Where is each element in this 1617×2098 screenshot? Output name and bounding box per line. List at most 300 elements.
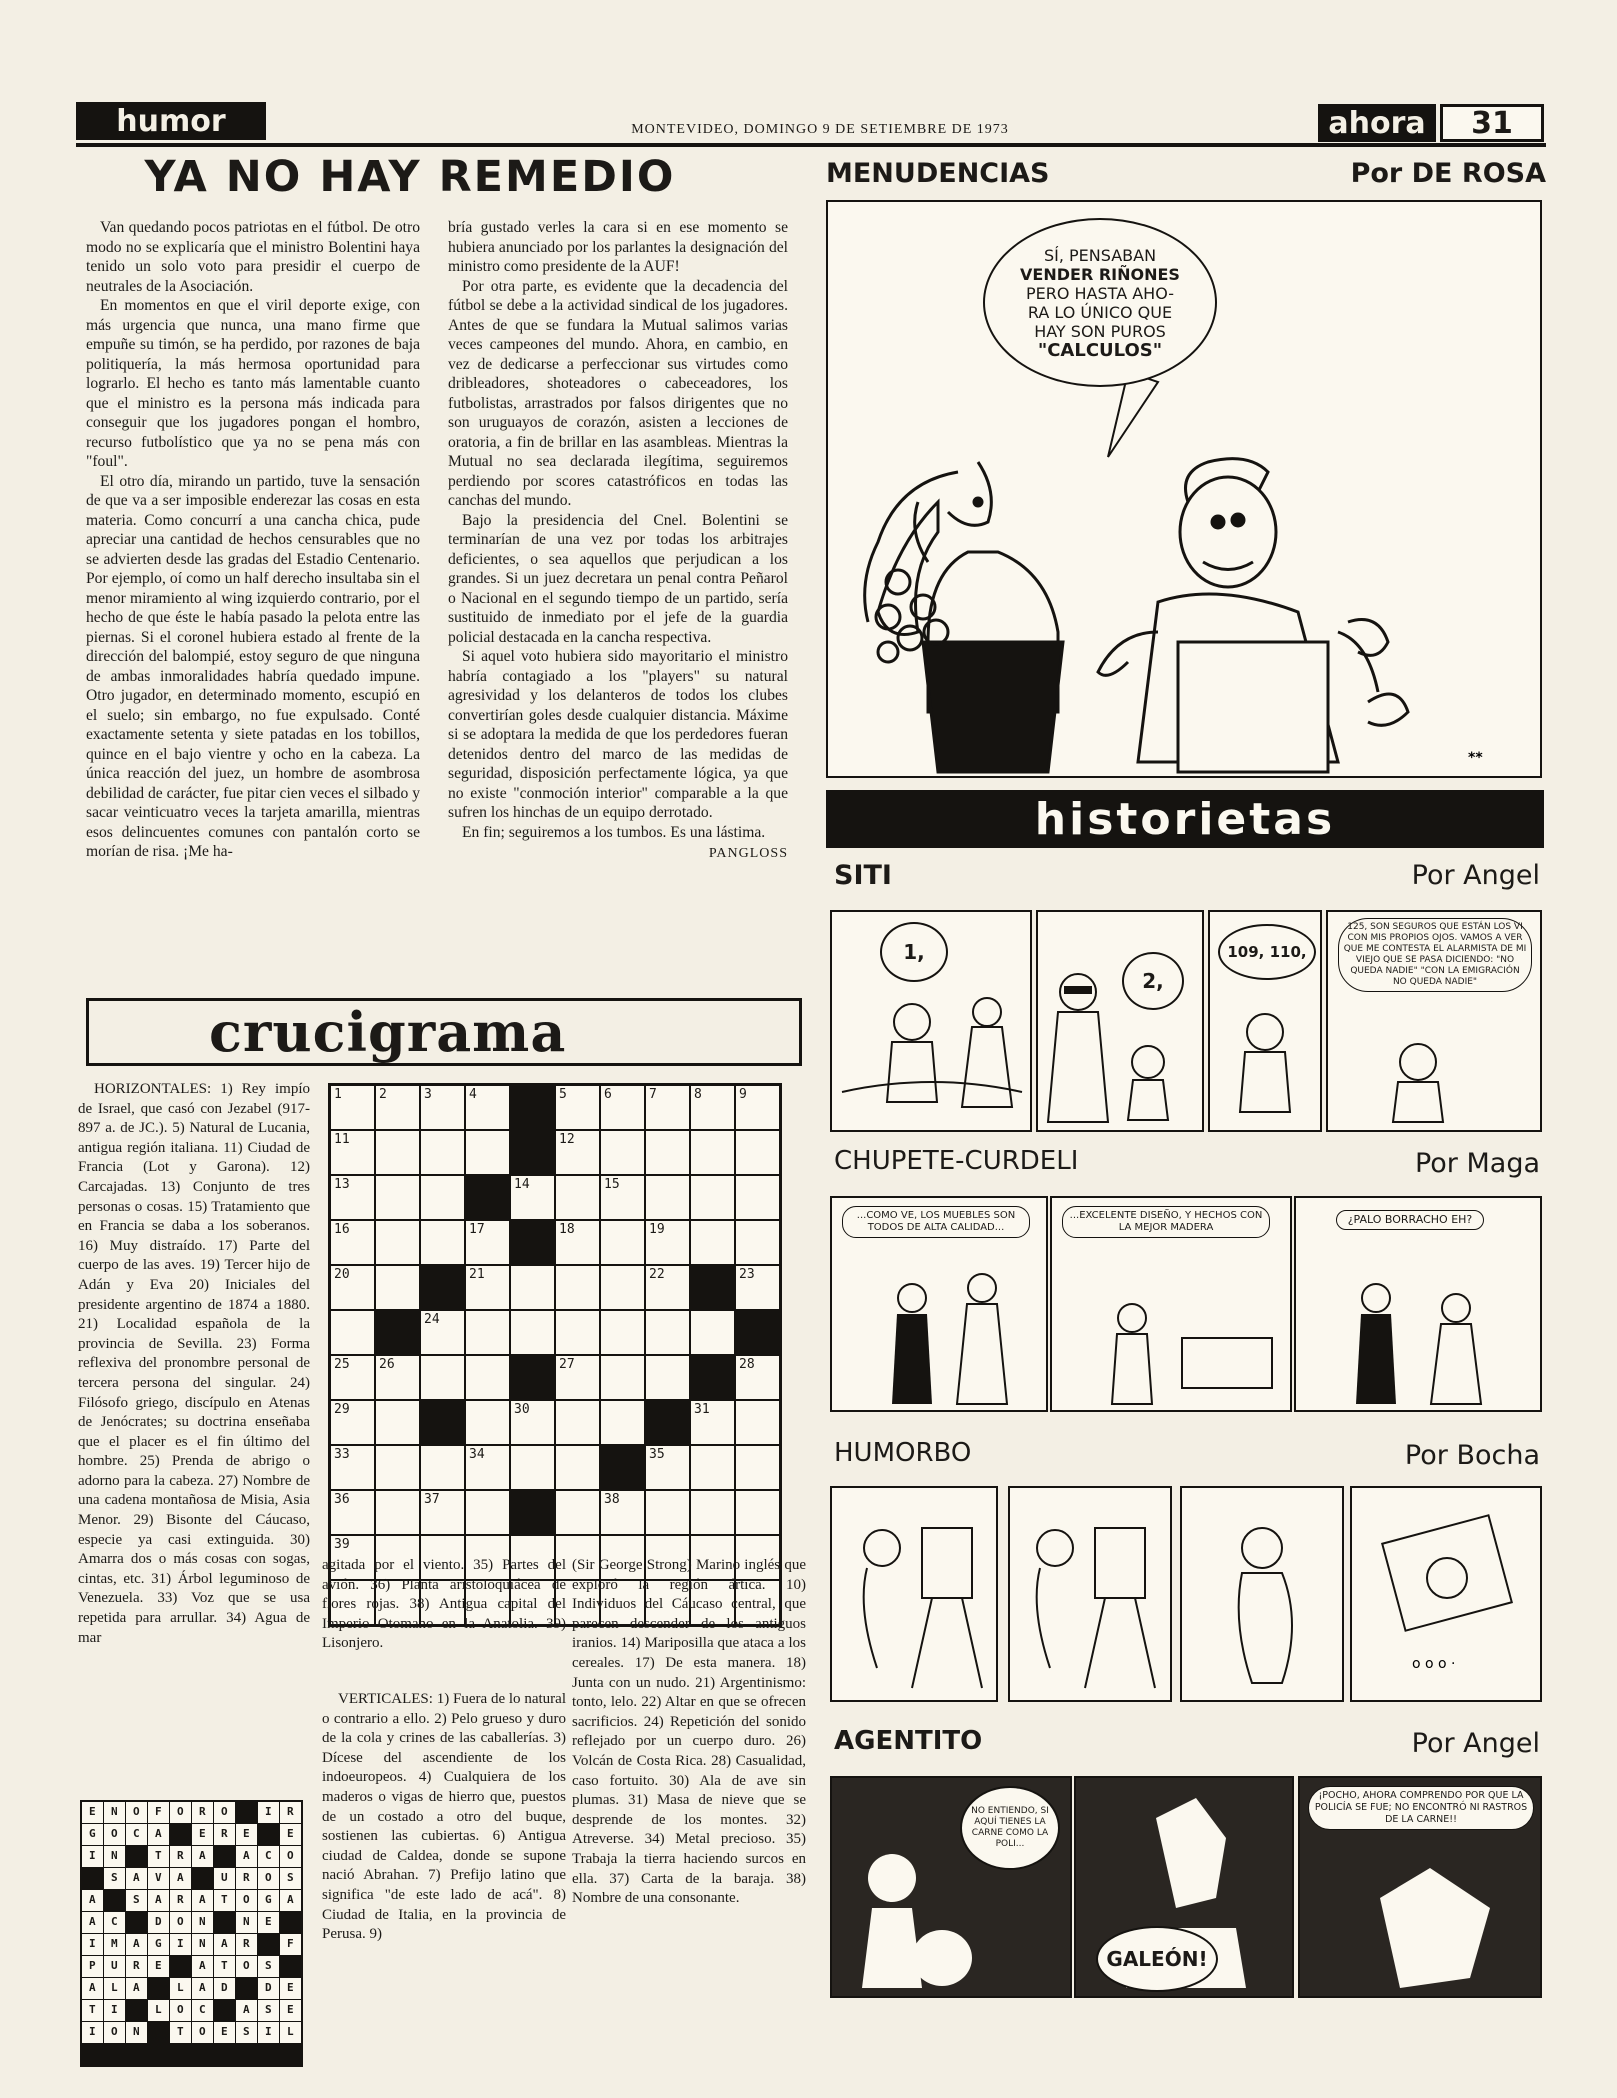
strip-panel [1208, 910, 1322, 1132]
crossword-cell[interactable] [556, 1446, 599, 1489]
crossword-cell[interactable] [466, 1221, 509, 1264]
strip-panel [1050, 1196, 1292, 1412]
solution-cell [126, 2000, 147, 2021]
crossword-cell[interactable] [466, 1446, 509, 1489]
strip-bubble: ¿PALO BORRACHO EH? [1336, 1210, 1484, 1230]
crossword-cell[interactable] [736, 1356, 779, 1399]
crossword-cell[interactable] [601, 1266, 644, 1309]
crossword-cell[interactable] [376, 1491, 419, 1534]
solution-cell [82, 1868, 103, 1889]
solution-cell: S [126, 1890, 147, 1911]
solution-cell: O [280, 1846, 301, 1867]
solution-cell [214, 1912, 235, 1933]
crossword-cell[interactable] [421, 1356, 464, 1399]
solution-cell: P [82, 1956, 103, 1977]
crossword-cell[interactable] [736, 1086, 779, 1129]
strip-byline-humorbo: Por Bocha [1404, 1440, 1540, 1471]
crossword-cell[interactable] [421, 1311, 464, 1354]
crossword-number: 12 [559, 1132, 575, 1147]
crossword-cell[interactable] [466, 1401, 509, 1444]
crossword-cell[interactable] [646, 1221, 689, 1264]
solution-cell: S [258, 2000, 279, 2021]
solution-cell [148, 2022, 169, 2043]
solution-cell: N [126, 2022, 147, 2043]
crossword-number: 36 [334, 1492, 350, 1507]
solution-cell: L [170, 1978, 191, 1999]
solution-cell [258, 1934, 279, 1955]
strip-panel [1298, 1776, 1542, 1998]
strip-panel [830, 1776, 1072, 1998]
crossword-cell[interactable] [736, 1266, 779, 1309]
crossword-cell[interactable] [736, 1311, 779, 1354]
strip-panel [1294, 1196, 1542, 1412]
crossword-cell[interactable] [511, 1446, 554, 1489]
crossword-verticales: VERTICALES: 1) Fuera de lo natural o contrario a ello. 2) Pelo grueso y duro de la cola y crines de las caballerías. 3) Dícese del ascendiente de los indoeuropeos. 4) Cualquiera de los maderos o vigas de hierro que, puestos de un costado a otro del buque, sostienen las cubiertas. 6) Antigua ciudad de Caldea, donde se supone nació Abrahan. 7) Prefijo latino que significa "de este lado de acá". 8) Ciudad de Italia, en la provincia de Perusa. 9) [322, 1691, 566, 1943]
crossword-cell[interactable] [376, 1266, 419, 1309]
crossword-number: 1 [334, 1087, 342, 1102]
crossword-solution [80, 1800, 303, 2067]
crossword-cell[interactable] [376, 1401, 419, 1444]
crossword-cell[interactable] [691, 1086, 734, 1129]
crossword-number: 26 [379, 1357, 395, 1372]
crossword-cell[interactable] [376, 1446, 419, 1489]
solution-cell: A [280, 1890, 301, 1911]
header-rule [76, 143, 1546, 147]
crossword-cell[interactable] [466, 1176, 509, 1219]
solution-cell: A [126, 1868, 147, 1889]
crossword-cell[interactable] [601, 1221, 644, 1264]
solution-cell [126, 2044, 147, 2065]
crossword-cell[interactable] [331, 1086, 374, 1129]
strip-bubble: 125, SON SEGUROS QUE ESTÁN LOS VI CON MIS PROPIOS OJOS. VAMOS A VER QUE ME CONTESTA EL ALARMISTA DE MI VIEJO QUE SE PASA DICIENDO: "NO QUEDA NADIE" "CON LA EMIGRACIÓN NO QUEDA NADIE" [1338, 918, 1532, 992]
crossword-cell[interactable] [736, 1491, 779, 1534]
magazine-tag [1318, 104, 1436, 142]
solution-cell [148, 1978, 169, 1999]
solution-cell [170, 1956, 191, 1977]
strip-bubble: 109, 110, [1218, 924, 1316, 980]
section-tag-label: humor [116, 103, 226, 139]
solution-cell: E [258, 1912, 279, 1933]
solution-cell: E [280, 1824, 301, 1845]
solution-cell: C [104, 1912, 125, 1933]
crossword-cell[interactable] [421, 1266, 464, 1309]
solution-cell: S [280, 1868, 301, 1889]
crossword-cell[interactable] [646, 1491, 689, 1534]
crossword-cell[interactable] [466, 1491, 509, 1534]
crossword-number: 23 [739, 1267, 755, 1282]
crossword-cell[interactable] [331, 1491, 374, 1534]
solution-cell: O [104, 2022, 125, 2043]
historietas-banner [826, 790, 1544, 848]
solution-cell: R [236, 1934, 257, 1955]
crossword-number: 37 [424, 1492, 440, 1507]
crossword-cell[interactable] [331, 1131, 374, 1174]
crossword-cell[interactable] [691, 1491, 734, 1534]
crossword-cell[interactable] [556, 1176, 599, 1219]
strip-panel [830, 1196, 1048, 1412]
crossword-cell[interactable] [691, 1356, 734, 1399]
crossword-cell[interactable] [511, 1266, 554, 1309]
crossword-number: 13 [334, 1177, 350, 1192]
solution-cell: T [82, 2000, 103, 2021]
crossword-cell[interactable] [556, 1491, 599, 1534]
crossword-cell[interactable] [421, 1491, 464, 1534]
crossword-cell[interactable] [556, 1401, 599, 1444]
crossword-cell[interactable] [466, 1356, 509, 1399]
solution-cell: A [148, 1824, 169, 1845]
solution-cell: R [236, 1868, 257, 1889]
crossword-number: 22 [649, 1267, 665, 1282]
solution-cell [170, 1824, 191, 1845]
solution-cell: F [280, 1934, 301, 1955]
solution-cell: G [82, 1824, 103, 1845]
strip-panel [1350, 1486, 1542, 1702]
article-paragraph: El otro día, mirando un partido, tuve la sensación de que va a ser imposible enderezar las cosas en esta materia. Como concurrí a una cancha chica, pude apreciar una cantidad de hechos censurables que no se advierten desde las gradas del Estadio Centenario. Por ejemplo, oí como un half derecho insultaba sin el menor miramiento al wing izquierdo contrario, por el hecho de que éste le había pasado la pelota entre las piernas. Si el coronel hubiera estado al frente de la dirección del balompié, estoy seguro de que ninguna de ambas inmoralidades habría quedado impune. Otro jugador, en determinado momento, escupió en el suelo; sin embargo, no fue expulsado. Conté exactamente setenta y siete patadas en los tobillos, quince en el bajo vientre y ocho en la cabeza. La única reacción del juez, un hombre de asombrosa debilidad de carácter, fue pitar cien veces el silbado y sacar veinticuatro veces la tarjeta amarilla, mientras esos delincuentes comunes con pantalón corto se morían de risa. ¡Me ha- [86, 472, 420, 860]
solution-cell: I [82, 2022, 103, 2043]
crossword-cell[interactable] [556, 1356, 599, 1399]
solution-cell: I [104, 2000, 125, 2021]
solution-cell [104, 1890, 125, 1911]
crossword-cell[interactable] [736, 1221, 779, 1264]
crossword-cell[interactable] [511, 1131, 554, 1174]
solution-cell: L [148, 2000, 169, 2021]
crossword-cell[interactable] [421, 1401, 464, 1444]
crossword-cell[interactable] [466, 1311, 509, 1354]
article-headline: YA NO HAY REMEDIO [144, 152, 676, 202]
article-paragraph: bría gustado verles la cara si en ese momento se hubiera anunciado por los parlantes la designación del ministro como presidente de la AUF! [448, 219, 788, 275]
strip-title-agentito: AGENTITO [834, 1726, 983, 1756]
crossword-cell[interactable] [466, 1266, 509, 1309]
crossword-number: 29 [334, 1402, 350, 1417]
crossword-cell[interactable] [601, 1491, 644, 1534]
solution-cell: U [214, 1868, 235, 1889]
solution-cell [236, 1802, 257, 1823]
crossword-number: 2 [379, 1087, 387, 1102]
crossword-cell[interactable] [601, 1356, 644, 1399]
crossword-cell[interactable] [511, 1086, 554, 1129]
solution-cell: R [192, 1802, 213, 1823]
speech-line: "CALCULOS" [1037, 339, 1163, 361]
crossword-cell[interactable] [646, 1176, 689, 1219]
strip-humorbo [830, 1486, 1542, 1702]
crossword-cell[interactable] [376, 1131, 419, 1174]
solution-cell: E [82, 1802, 103, 1823]
crossword-cell[interactable] [466, 1086, 509, 1129]
solution-cell: O [214, 1802, 235, 1823]
solution-cell [258, 1824, 279, 1845]
strip-bubble: 1, [880, 922, 948, 982]
solution-cell: R [126, 1956, 147, 1977]
crossword-cell[interactable] [646, 1311, 689, 1354]
solution-cell: S [236, 2022, 257, 2043]
solution-cell: N [192, 1912, 213, 1933]
solution-cell: N [104, 1802, 125, 1823]
strip-bubble: GALEÓN! [1096, 1926, 1218, 1992]
crossword-cell[interactable] [736, 1446, 779, 1489]
solution-cell: V [148, 1868, 169, 1889]
crossword-cell[interactable] [331, 1266, 374, 1309]
crossword-cell[interactable] [646, 1266, 689, 1309]
solution-cell: A [82, 1978, 103, 1999]
crossword-cell[interactable] [331, 1176, 374, 1219]
solution-cell: E [236, 1824, 257, 1845]
crossword-cell[interactable] [646, 1401, 689, 1444]
solution-cell [280, 2044, 301, 2065]
crossword-number: 3 [424, 1087, 432, 1102]
solution-cell: A [126, 1934, 147, 1955]
crossword-cell[interactable] [331, 1311, 374, 1354]
crossword-cell[interactable] [556, 1266, 599, 1309]
crossword-cell[interactable] [376, 1311, 419, 1354]
solution-cell: A [192, 1846, 213, 1867]
crossword-cell[interactable] [511, 1491, 554, 1534]
crossword-cell[interactable] [556, 1221, 599, 1264]
strip-panel [830, 1486, 998, 1702]
solution-cell: R [280, 1802, 301, 1823]
strip-siti [830, 910, 1542, 1132]
crossword-right-text: (Sir George Strong) Marino inglés que exploró la región ártica. 10) Individuos del Cáucaso central, que parecen descender de los antiguos iranios. 14) Mariposilla que ataca a los cereales. 17) De esta manera. 18) Junta con un nudo. 21) Argentinismo: tonto, lelo. 22) Altar en que se ofrecen sacrificios. 24) Repetición del sonido reflejado por un cuerpo duro. 26) Volcán de Costa Rica. 28) Casualidad, caso fortuito. 30) Ala de ave sin plumas. 31) Masa de nieve que se desprende de los montes. 32) Atreverse. 34) Metal precioso. 35) Trabaja la tierra haciendo surcos en ella. 37) Carta de la baraja. 38) Nombre de una consonante. [572, 1557, 806, 1907]
crossword-cell[interactable] [601, 1446, 644, 1489]
section-tag-humor [76, 102, 266, 140]
solution-cell: T [214, 1890, 235, 1911]
menudencias-speech-bubble [983, 218, 1217, 387]
solution-cell: E [280, 1978, 301, 1999]
solution-cell: I [170, 1934, 191, 1955]
article-paragraph: Van quedando pocos patriotas en el fútbol. De otro modo no se explicaría que el ministro Bolentini haya tenido un solo voto para presidir el cuerpo de neutrales de la Asociación. [86, 219, 420, 295]
crossword-cell[interactable] [376, 1086, 419, 1129]
solution-cell: O [192, 2022, 213, 2043]
strip-bubble: ...COMO VE, LOS MUEBLES SON TODOS DE ALTA CALIDAD... [842, 1206, 1030, 1238]
menudencias-title: MENUDENCIAS [826, 158, 1050, 189]
crossword-cell[interactable] [646, 1356, 689, 1399]
crossword-cell[interactable] [601, 1086, 644, 1129]
strip-bubble: NO ENTIENDO, SI AQUÍ TIENES LA CARNE COMO LA POLI... [960, 1786, 1060, 1870]
article-paragraph: Bajo la presidencia del Cnel. Bolentini se terminarían de una vez por todas los arbitrajes deficientes, o sea aquellos que perjudican a los grandes. Si un juez decretara un penal contra Peñarol o Nacional en el segundo tiempo de un partido, sería sustituido de inmediato por el jefe de la guardia policial destacada en la cancha respectiva. [448, 511, 788, 646]
solution-cell [170, 2044, 191, 2065]
solution-cell: R [214, 1824, 235, 1845]
solution-cell: S [258, 1956, 279, 1977]
article-signature: PANGLOSS [708, 846, 788, 861]
article-column-1 [86, 218, 420, 862]
crossword-number: 9 [739, 1087, 747, 1102]
crossword-cell[interactable] [691, 1401, 734, 1444]
solution-cell: C [258, 1846, 279, 1867]
solution-cell: U [104, 1956, 125, 1977]
strip-panel [1008, 1486, 1172, 1702]
crossword-horizontales: HORIZONTALES: 1) Rey impío de Israel, que casó con Jezabel (917-897 a. de JC.). 5) Natural de Lucania, antigua región italiana. 11) Ciudad de Francia (Lot y Garona). 12) Carcajadas. 13) Conjunto de tres personas o cosas. 15) Tratamiento que en Francia se daba a los soberanos. 16) Muy distraído. 17) Parte del cuerpo de las aves. 19) Tercer hijo de Adán y Eva 20) Iniciales del presidente argentino de 1874 a 1880. 21) Localidad española de la provincia de Sevilla. 23) Forma reflexiva del pronombre personal de tercera persona del singular. 24) Filósofo griego, discípulo en Atenas de Jenócrates; su doctrina enseñaba que el placer es el fin último del hombre. 25) Prenda de abrigo o adorno para la cabeza. 27) Nombre de una cadena montañosa de Misia, Asia Menor. 29) Bisonte del Cáucaso, especie ya casi extinguida. 30) Amarra dos o más cosas con sogas, cintas, etc. 31) Árbol leguminoso de Venezuela. 33) Voz que se usa repetida para arrullar. 34) Agua de mar [78, 1081, 310, 1646]
solution-cell: E [280, 2000, 301, 2021]
crossword-cell[interactable] [376, 1176, 419, 1219]
crossword-cell[interactable] [646, 1446, 689, 1489]
crossword-cell[interactable] [646, 1131, 689, 1174]
solution-cell: I [258, 2022, 279, 2043]
crossword-cell[interactable] [331, 1221, 374, 1264]
crossword-grid-cells [328, 1083, 782, 1627]
crossword-number: 6 [604, 1087, 612, 1102]
solution-cell [192, 2044, 213, 2065]
solution-cell: O [170, 1802, 191, 1823]
strip-drawing [1352, 1488, 1540, 1700]
solution-cell: R [170, 1890, 191, 1911]
crossword-number: 17 [469, 1222, 485, 1237]
crossword-cell[interactable] [736, 1176, 779, 1219]
crossword-cell[interactable] [511, 1401, 554, 1444]
crossword-cell[interactable] [421, 1086, 464, 1129]
strip-panel [830, 910, 1032, 1132]
crossword-cell[interactable] [736, 1401, 779, 1444]
crossword-cell[interactable] [601, 1176, 644, 1219]
crossword-cell[interactable] [421, 1446, 464, 1489]
solution-cell: C [192, 2000, 213, 2021]
solution-cell: A [192, 1890, 213, 1911]
crossword-cell[interactable] [601, 1131, 644, 1174]
crossword-number: 18 [559, 1222, 575, 1237]
speech-line: VENDER RIÑONES [1020, 264, 1180, 284]
solution-cell: A [192, 1978, 213, 1999]
solution-cell: I [82, 1846, 103, 1867]
svg-text:o o o ·: o o o · [1412, 1656, 1456, 1672]
crossword-cell[interactable] [691, 1131, 734, 1174]
crossword-number: 19 [649, 1222, 665, 1237]
crossword-cell[interactable] [691, 1176, 734, 1219]
solution-cell: A [148, 1890, 169, 1911]
crossword-cell[interactable] [556, 1131, 599, 1174]
crossword-cell[interactable] [331, 1446, 374, 1489]
solution-cell: D [214, 1978, 235, 1999]
crossword-number: 39 [334, 1537, 350, 1552]
crossword-cell[interactable] [691, 1266, 734, 1309]
crossword-cell[interactable] [691, 1446, 734, 1489]
crossword-number: 35 [649, 1447, 665, 1462]
crossword-number: 5 [559, 1087, 567, 1102]
solution-cell [236, 1978, 257, 1999]
solution-cell: A [126, 1978, 147, 1999]
page-number-box [1440, 104, 1544, 142]
crossword-number: 14 [514, 1177, 530, 1192]
solution-cell [126, 1912, 147, 1933]
solution-cell: R [170, 1846, 191, 1867]
solution-cell: O [170, 1912, 191, 1933]
strip-drawing [1010, 1488, 1170, 1700]
crossword-number: 30 [514, 1402, 530, 1417]
crossword-cell[interactable] [511, 1356, 554, 1399]
crossword-cell[interactable] [601, 1311, 644, 1354]
crossword-title: crucigrama [209, 1000, 567, 1064]
crossword-cell[interactable] [331, 1401, 374, 1444]
solution-cell: I [258, 1802, 279, 1823]
crossword-cell[interactable] [466, 1131, 509, 1174]
crossword-cell[interactable] [691, 1221, 734, 1264]
strip-bubble: ¡POCHO, AHORA COMPRENDO POR QUE LA POLICÍA SE FUE; NO ENCONTRÓ NI RASTROS DE LA CARNE!! [1308, 1786, 1534, 1830]
crossword-number: 11 [334, 1132, 350, 1147]
crossword-cell[interactable] [691, 1311, 734, 1354]
crossword-number: 38 [604, 1492, 620, 1507]
crossword-number: 34 [469, 1447, 485, 1462]
crossword-cell[interactable] [421, 1176, 464, 1219]
crossword-solution-grid [80, 1800, 303, 2067]
strip-bubble: 2, [1122, 952, 1184, 1010]
solution-cell [214, 1846, 235, 1867]
historietas-label: historietas [1034, 793, 1336, 845]
crossword-cell[interactable] [511, 1221, 554, 1264]
strip-bubble: ...EXCELENTE DISEÑO, Y HECHOS CON LA MEJOR MADERA [1062, 1206, 1270, 1238]
solution-cell: L [280, 2022, 301, 2043]
solution-cell: S [104, 1868, 125, 1889]
solution-cell [126, 1846, 147, 1867]
solution-cell: A [236, 1846, 257, 1867]
solution-cell: E [214, 2022, 235, 2043]
crossword-number: 33 [334, 1447, 350, 1462]
solution-cell: T [214, 1956, 235, 1977]
strip-agentito [830, 1776, 1542, 1998]
speech-line: PERO HASTA AHO- [1025, 283, 1175, 303]
article-paragraph: Si aquel voto hubiera sido mayoritario el ministro habría contagiado a los "players" su natural agresividad y los delanteros de todos los clubes convertirían goles desde cualquier distancia. Máxime si se adoptara la medida de que los perdedores fueran detenidos dentro del marco de las medidas de seguridad, disposición perfectamente lógica, ya que no existe "conmoción interior" comparable a la que sufren los hinchas de un equipo derrotado. [448, 648, 788, 821]
solution-cell: D [148, 1912, 169, 1933]
crossword-cell[interactable] [736, 1131, 779, 1174]
menudencias-cartoon [826, 200, 1542, 778]
solution-cell: G [148, 1934, 169, 1955]
crossword-cell[interactable] [556, 1311, 599, 1354]
strip-title-humorbo: HUMORBO [834, 1438, 972, 1468]
crossword-cell[interactable] [421, 1221, 464, 1264]
crossword-mid-text: agitada por el viento. 35) Partes del avión. 36) Planta aristoloquiácea de flores rojas. 38) Antigua capital del Imperio Otomano en la Anatolia. 39) Lisonjero. [322, 1557, 566, 1652]
solution-cell [280, 1912, 301, 1933]
solution-cell: A [214, 1934, 235, 1955]
strip-title-chupete: CHUPETE-CURDELI [834, 1146, 1079, 1176]
strip-byline-agentito: Por Angel [1411, 1728, 1540, 1759]
solution-cell: T [148, 1846, 169, 1867]
speech-line: RA LO ÚNICO QUE [1027, 302, 1173, 322]
solution-cell: O [126, 1802, 147, 1823]
strip-byline-siti: Por Angel [1411, 860, 1540, 891]
solution-cell: L [104, 1978, 125, 1999]
crossword-title-box [86, 998, 802, 1066]
crossword-cell[interactable] [376, 1221, 419, 1264]
solution-cell: A [82, 1890, 103, 1911]
solution-cell: A [82, 1912, 103, 1933]
crossword-number: 21 [469, 1267, 485, 1282]
solution-cell [236, 2044, 257, 2065]
crossword-number: 27 [559, 1357, 575, 1372]
crossword-cell[interactable] [511, 1176, 554, 1219]
solution-cell: I [82, 1934, 103, 1955]
crossword-cell[interactable] [601, 1401, 644, 1444]
solution-cell: O [104, 1824, 125, 1845]
solution-cell [280, 1956, 301, 1977]
page-number: 31 [1471, 105, 1513, 141]
strip-panel [1180, 1486, 1344, 1702]
strip-title-siti: SITI [834, 860, 892, 891]
solution-cell: A [192, 1956, 213, 1977]
solution-cell: N [104, 1846, 125, 1867]
crossword-cell[interactable] [556, 1086, 599, 1129]
article-column-2 [448, 218, 788, 864]
crossword-cell[interactable] [421, 1131, 464, 1174]
crossword-cell[interactable] [646, 1086, 689, 1129]
solution-cell: A [236, 2000, 257, 2021]
solution-cell: M [104, 1934, 125, 1955]
strip-drawing [1038, 912, 1202, 1130]
speech-line: HAY SON PUROS [1034, 321, 1166, 341]
crossword-cell[interactable] [511, 1311, 554, 1354]
crossword-cell[interactable] [331, 1356, 374, 1399]
crossword-cell[interactable] [376, 1356, 419, 1399]
strip-panel [1326, 910, 1542, 1132]
article-paragraph: En momentos en que el viril deporte exige, con más urgencia que nunca, una mano firme que empuñe su timón, se ha perdido, por razones de baja politiquería, la más hermosa oportunidad para lograrlo. El hecho es tanto más lamentable cuanto que el ministro es la persona más indicada para conseguir que los jugadores pongan el hombro, recurso futbolístico que ya no se pena más con "foul". [86, 297, 420, 470]
solution-cell: O [236, 1956, 257, 1977]
solution-cell: A [170, 1868, 191, 1889]
solution-cell [104, 2044, 125, 2065]
